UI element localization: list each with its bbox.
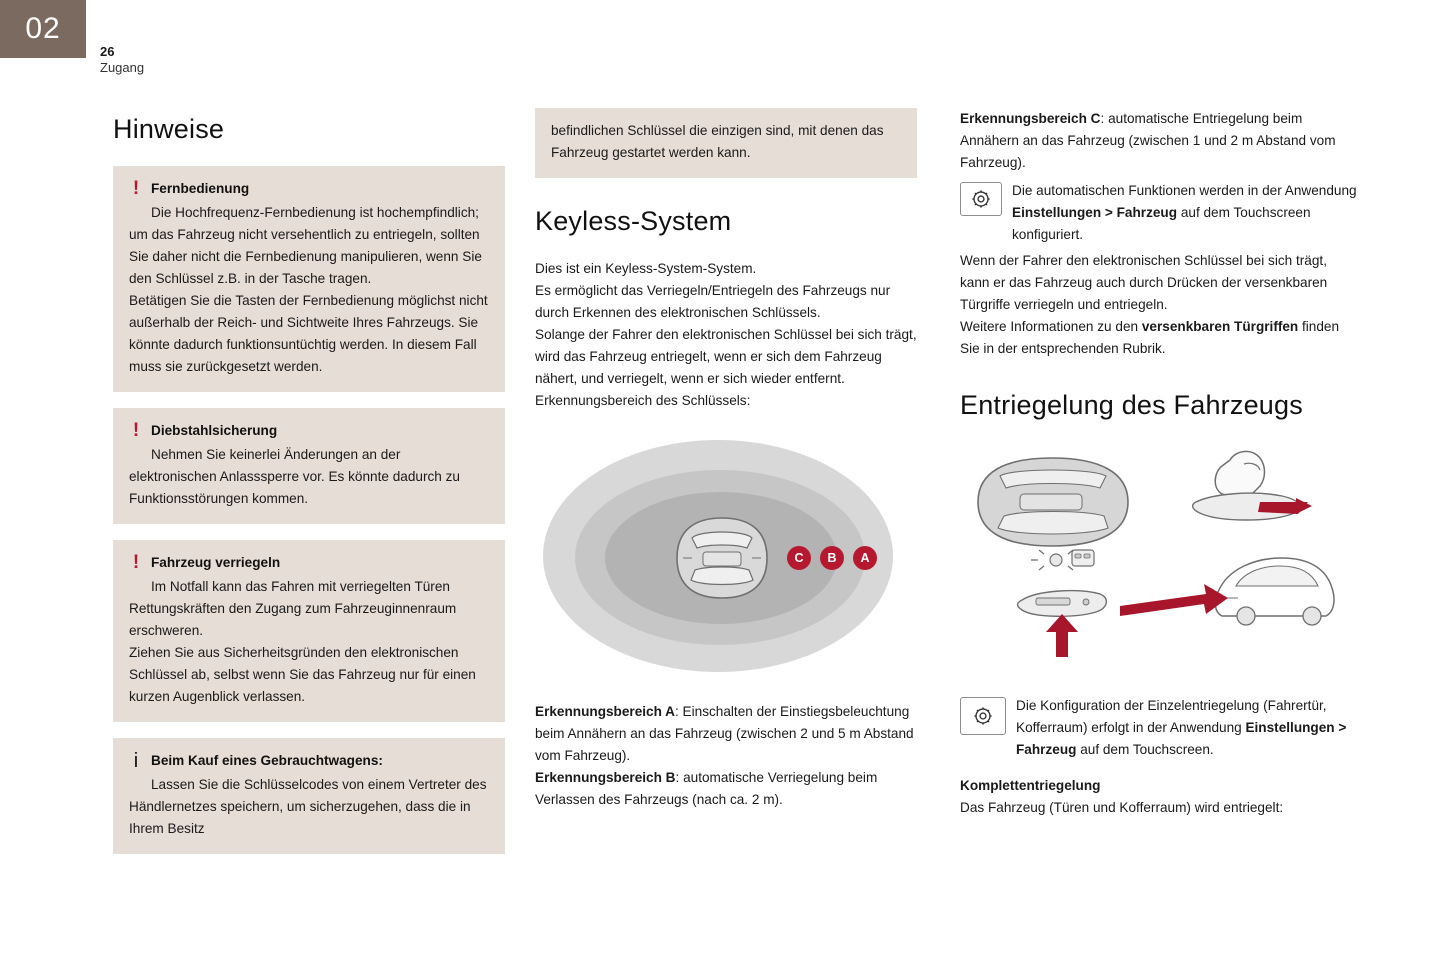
gear-icon xyxy=(960,182,1002,216)
settings-note-text xyxy=(1012,180,1360,246)
gear-icon xyxy=(960,697,1006,735)
note-title: Fernbedienung xyxy=(151,180,250,196)
section-name: Zugang xyxy=(100,60,145,76)
note-paragraph: Nehmen Sie keinerlei Änderungen an der elektronischen Anlasssperre vor. Es könnte dadurch zu Funktionsstörungen kommen. xyxy=(129,446,460,506)
body-paragraph-reference xyxy=(960,316,1360,360)
settings-note-individual-unlock xyxy=(960,695,1360,761)
reference-topic: versenkbaren Türgriffen xyxy=(1141,319,1299,335)
body-paragraph-handles: Wenn der Fahrer den elektronischen Schlüssel bei sich trägt, kann er das Fahrzeug auch durch Drücken der versenkbaren Türgriffe verriegeln und entriegeln. xyxy=(960,253,1328,313)
reference-text-before: Weitere Informationen zu den xyxy=(960,319,1142,335)
chapter-number: 02 xyxy=(25,12,61,45)
note-body xyxy=(129,444,489,510)
carry-over-text-box xyxy=(535,108,917,178)
detection-zones-figure xyxy=(535,430,917,685)
body-paragraph: Solange der Fahrer den elektronischen Schlüssel bei sich trägt, wird das Fahrzeug entriegelt, wenn er sich dem Fahrzeug nähert, und verriegelt, wenn er sich wieder entfernt. xyxy=(535,326,917,386)
caption-zone-b-label: Erkennungsbereich B xyxy=(535,769,676,785)
note-paragraph: Betätigen Sie die Tasten der Fernbedienung möglichst nicht außerhalb der Reich- und Sichtweite Ihres Fahrzeugs. Sie könnte dadurch funktionsuntüchtig werden. In diesem Fall muss sie zurückgesetzt werden. xyxy=(129,292,488,374)
note-header xyxy=(129,178,489,200)
hand-pressing-handle-icon xyxy=(1193,451,1312,520)
note-title: Diebstahlsicherung xyxy=(151,422,278,438)
settings-note-automatic-functions xyxy=(960,180,1360,246)
warning-icon: ! xyxy=(132,177,140,199)
note-header xyxy=(129,750,489,772)
keyless-system-heading: Keyless-System xyxy=(535,206,732,237)
note-paragraph: Die Hochfrequenz-Fernbedienung ist hochempfindlich; um das Fahrzeug nicht versehentlich zu entriegeln, sollten Sie daher nicht die Fernbedienung manipulieren, wenn Sie den Schlüssel z.B. in der Tasche tragen. xyxy=(129,204,482,286)
note-body xyxy=(129,774,489,840)
note-paragraph: Ziehen Sie aus Sicherheitsgründen den elektronischen Schlüssel ab, selbst wenn Sie das Fahrzeug nur für einen kurzen Augenblick verlassen. xyxy=(129,645,476,705)
settings-note-text-after: auf dem Touchscreen konfiguriert. xyxy=(1012,205,1311,243)
body-paragraph: Erkennungsbereich des Schlüssels: xyxy=(535,392,751,408)
car-rear-view-shape xyxy=(1215,558,1334,625)
vehicle-unlocking-figure xyxy=(960,442,1360,677)
settings-note-text-after: auf dem Touchscreen. xyxy=(1076,741,1214,757)
zone-label-c: C xyxy=(787,546,811,570)
unlock-heading: Entriegelung des Fahrzeugs xyxy=(960,390,1303,421)
note-box-gebrauchtwagen xyxy=(113,738,505,854)
warning-icon: ! xyxy=(132,419,140,441)
key-fob-icon xyxy=(1072,550,1094,566)
caption-zone-c-text: : automatische Entriegelung beim Annähern an das Fahrzeug (zwischen 1 und 2 m Abstand vom Fahrzeug). xyxy=(960,111,1336,171)
trunk-release-detail-icon xyxy=(1018,591,1107,617)
note-paragraph: Lassen Sie die Schlüsselcodes von einem Vertreter des Händlernetzes speichern, um sicherzugehen, dass die in Ihrem Besitz xyxy=(129,777,487,837)
carry-over-text: befindlichen Schlüssel die einzigen sind, mit denen das Fahrzeug gestartet werden kann. xyxy=(551,123,884,161)
zone-label-b: B xyxy=(820,546,844,570)
caption-zone-b xyxy=(535,767,917,811)
caption-zone-a-label: Erkennungsbereich A xyxy=(535,703,675,719)
column-one xyxy=(113,108,505,870)
car-top-view-icon xyxy=(647,508,797,608)
arrow-right-icon xyxy=(1120,584,1228,616)
body-paragraph: Es ermöglicht das Verriegeln/Entriegeln des Fahrzeugs nur durch Erkennen des elektronischen Schlüssels. xyxy=(535,282,891,320)
page-header xyxy=(100,44,144,77)
note-box-fahrzeug-verriegeln xyxy=(113,540,505,722)
note-body xyxy=(129,576,489,708)
page-title: Hinweise xyxy=(113,114,225,144)
unlocking-illustration xyxy=(960,442,1360,677)
settings-note-text-before: Die automatischen Funktionen werden in der Anwendung xyxy=(1012,183,1357,199)
note-box-fernbedienung xyxy=(113,166,505,392)
column-three xyxy=(960,108,1360,819)
note-title: Beim Kauf eines Gebrauchtwagens: xyxy=(151,753,383,769)
column-two xyxy=(535,108,917,811)
caption-zone-b-text: : automatische Verriegelung beim Verlassen des Fahrzeugs (nach ca. 2 m). xyxy=(535,769,878,807)
settings-path: Einstellungen > Fahrzeug xyxy=(1012,205,1178,221)
caption-zone-c-label: Erkennungsbereich C xyxy=(960,111,1101,126)
page-number: 26 xyxy=(100,44,115,59)
chapter-number-tab xyxy=(0,0,86,58)
car-top-view-shape xyxy=(978,458,1128,546)
settings-path: Einstellungen > Fahrzeug xyxy=(1016,719,1347,757)
subsection-title: Komplettentriegelung xyxy=(960,777,1101,793)
body-paragraph: Dies ist ein Keyless-System-System. xyxy=(535,260,757,276)
caption-zone-c xyxy=(960,108,1360,174)
info-icon: i xyxy=(133,750,139,773)
caption-zone-a-text: : Einschalten der Einstiegsbeleuchtung beim Annähern an das Fahrzeug (zwischen 2 und 5 m Abstand vom Fahrzeug). xyxy=(535,703,914,763)
settings-note-text-before: Die Konfiguration der Einzelentriegelung (Fahrertür, Kofferraum) erfolgt in der Anwendung xyxy=(1016,697,1327,735)
caption-zone-a xyxy=(535,701,917,767)
note-box-diebstahlsicherung xyxy=(113,408,505,524)
note-header xyxy=(129,552,489,574)
body-paragraph-complete-unlock: Das Fahrzeug (Türen und Kofferraum) wird entriegelt: xyxy=(960,799,1284,815)
note-title: Fahrzeug verriegeln xyxy=(151,554,281,570)
arrow-up-icon xyxy=(1046,614,1078,657)
settings-note-text xyxy=(1016,695,1360,761)
note-header xyxy=(129,420,489,442)
note-body xyxy=(129,202,489,378)
warning-icon: ! xyxy=(132,551,140,573)
note-paragraph: Im Notfall kann das Fahren mit verriegelten Türen Rettungskräften den Zugang zum Fahrzeuginnenraum erschweren. xyxy=(129,578,457,638)
reference-text-after: finden Sie in der entsprechenden Rubrik. xyxy=(960,319,1340,357)
zone-label-a: A xyxy=(853,546,877,570)
